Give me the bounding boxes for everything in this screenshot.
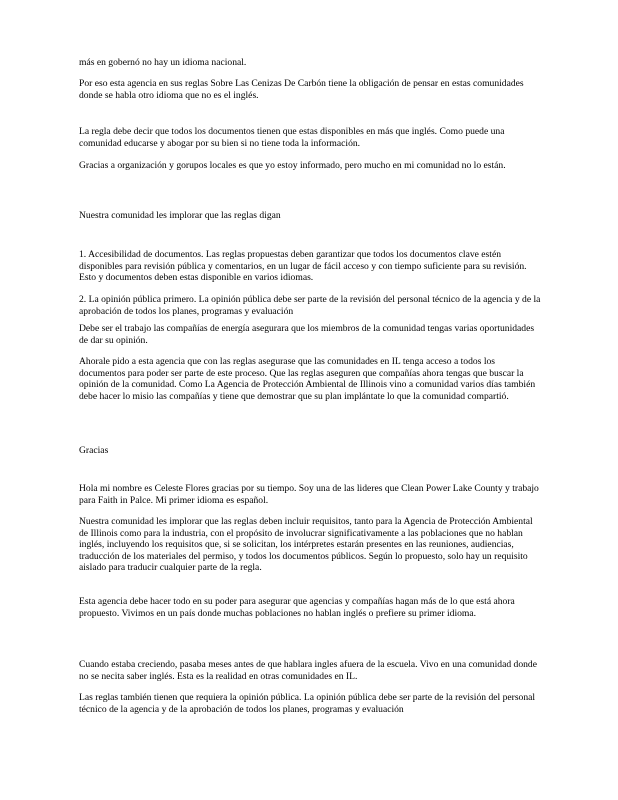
paragraph-13: Esta agencia debe hacer todo en su poder para asegurar que agencias y compañías hagan más de lo que está ahora propuesto. Vivimos en un país donde muchas poblaciones no hablan inglés o prefiere su primer idioma.	[79, 596, 515, 619]
paragraph-8: Debe ser el trabajo las compañías de energía asegurara que los miembros de la comunidad tengas varias oportunidades de dar su opinión.	[79, 323, 535, 346]
paragraph-10: Gracias	[79, 445, 109, 456]
paragraph-12: Nuestra comunidad les implorar que las reglas deben incluir requisitos, tanto para la Agencia de Protección Ambiental de Illinois como para la industria, con el propósito de involucrar significativamente a las poblaciones que no hablan inglés, incluyendo los requisitos que, si se solicitan, los intérpretes estarán presentes en las reuniones, audiencias, traducción de los materiales del permiso, y todos los documentos públicos. Según lo propuesto, solo hay un requisito aislado para traducir cualquier parte de la regla.	[79, 516, 533, 574]
paragraph-4: Gracias a organización y gorupos locales es que yo estoy informado, pero mucho en mi comunidad no lo están.	[79, 160, 506, 171]
paragraph-7: 2. La opinión pública primero. La opinión pública debe ser parte de la revisión del personal técnico de la agencia y de la aprobación de todos los planes, programas y evaluación	[79, 294, 541, 317]
paragraph-1: más en gobernó no hay un idioma nacional.	[79, 57, 247, 68]
paragraph-5: Nuestra comunidad les implorar que las reglas digan	[79, 210, 281, 221]
paragraph-2: Por eso esta agencia en sus reglas Sobre Las Cenizas De Carbón tiene la obligación de pensar en estas comunidades donde se habla otro idioma que no es el inglés.	[79, 78, 524, 101]
paragraph-3: La regla debe decir que todos los documentos tienen que estas disponibles en más que inglés. Como puede una comunidad educarse y abogar por su bien si no tiene toda la información.	[79, 126, 505, 149]
paragraph-6: 1. Accesibilidad de documentos. Las reglas propuestas deben garantizar que todos los documentos clave estén disponibles para revisión pública y comentarios, en un lugar de fácil acceso y con tiempo suficiente para su revisión. Esto y documentos deben estas disponible en varios idiomas.	[79, 249, 527, 284]
paragraph-14: Cuando estaba creciendo, pasaba meses antes de que hablara ingles afuera de la escuela. Vivo en una comunidad donde no se necita saber inglés. Esta es la realidad en otras comunidades en IL.	[79, 659, 537, 682]
paragraph-15: Las reglas también tienen que requiera la opinión pública. La opinión pública debe ser parte de la revisión del personal técnico de la agencia y de la aprobación de todos los planes, programas y evaluación	[79, 692, 536, 715]
paragraph-11: Hola mi nombre es Celeste Flores gracias por su tiempo. Soy una de las lideres que Clean Power Lake County y trabajo para Faith in Palce. Mi primer idioma es español.	[79, 483, 539, 506]
paragraph-9: Ahorale pido a esta agencia que con las reglas asegurase que las comunidades en IL tenga acceso a todos los documentos para poder ser parte de este proceso. Que las reglas aseguren que compañías ahora tengas que buscar la opinión de la comunidad. Como La Agencia de Protección Ambiental de Illinois vino a comunidad varios días también debe hacer lo misio las compañías y tiene que demostrar que su plan implántate lo que la comunidad compartió.	[79, 356, 536, 402]
